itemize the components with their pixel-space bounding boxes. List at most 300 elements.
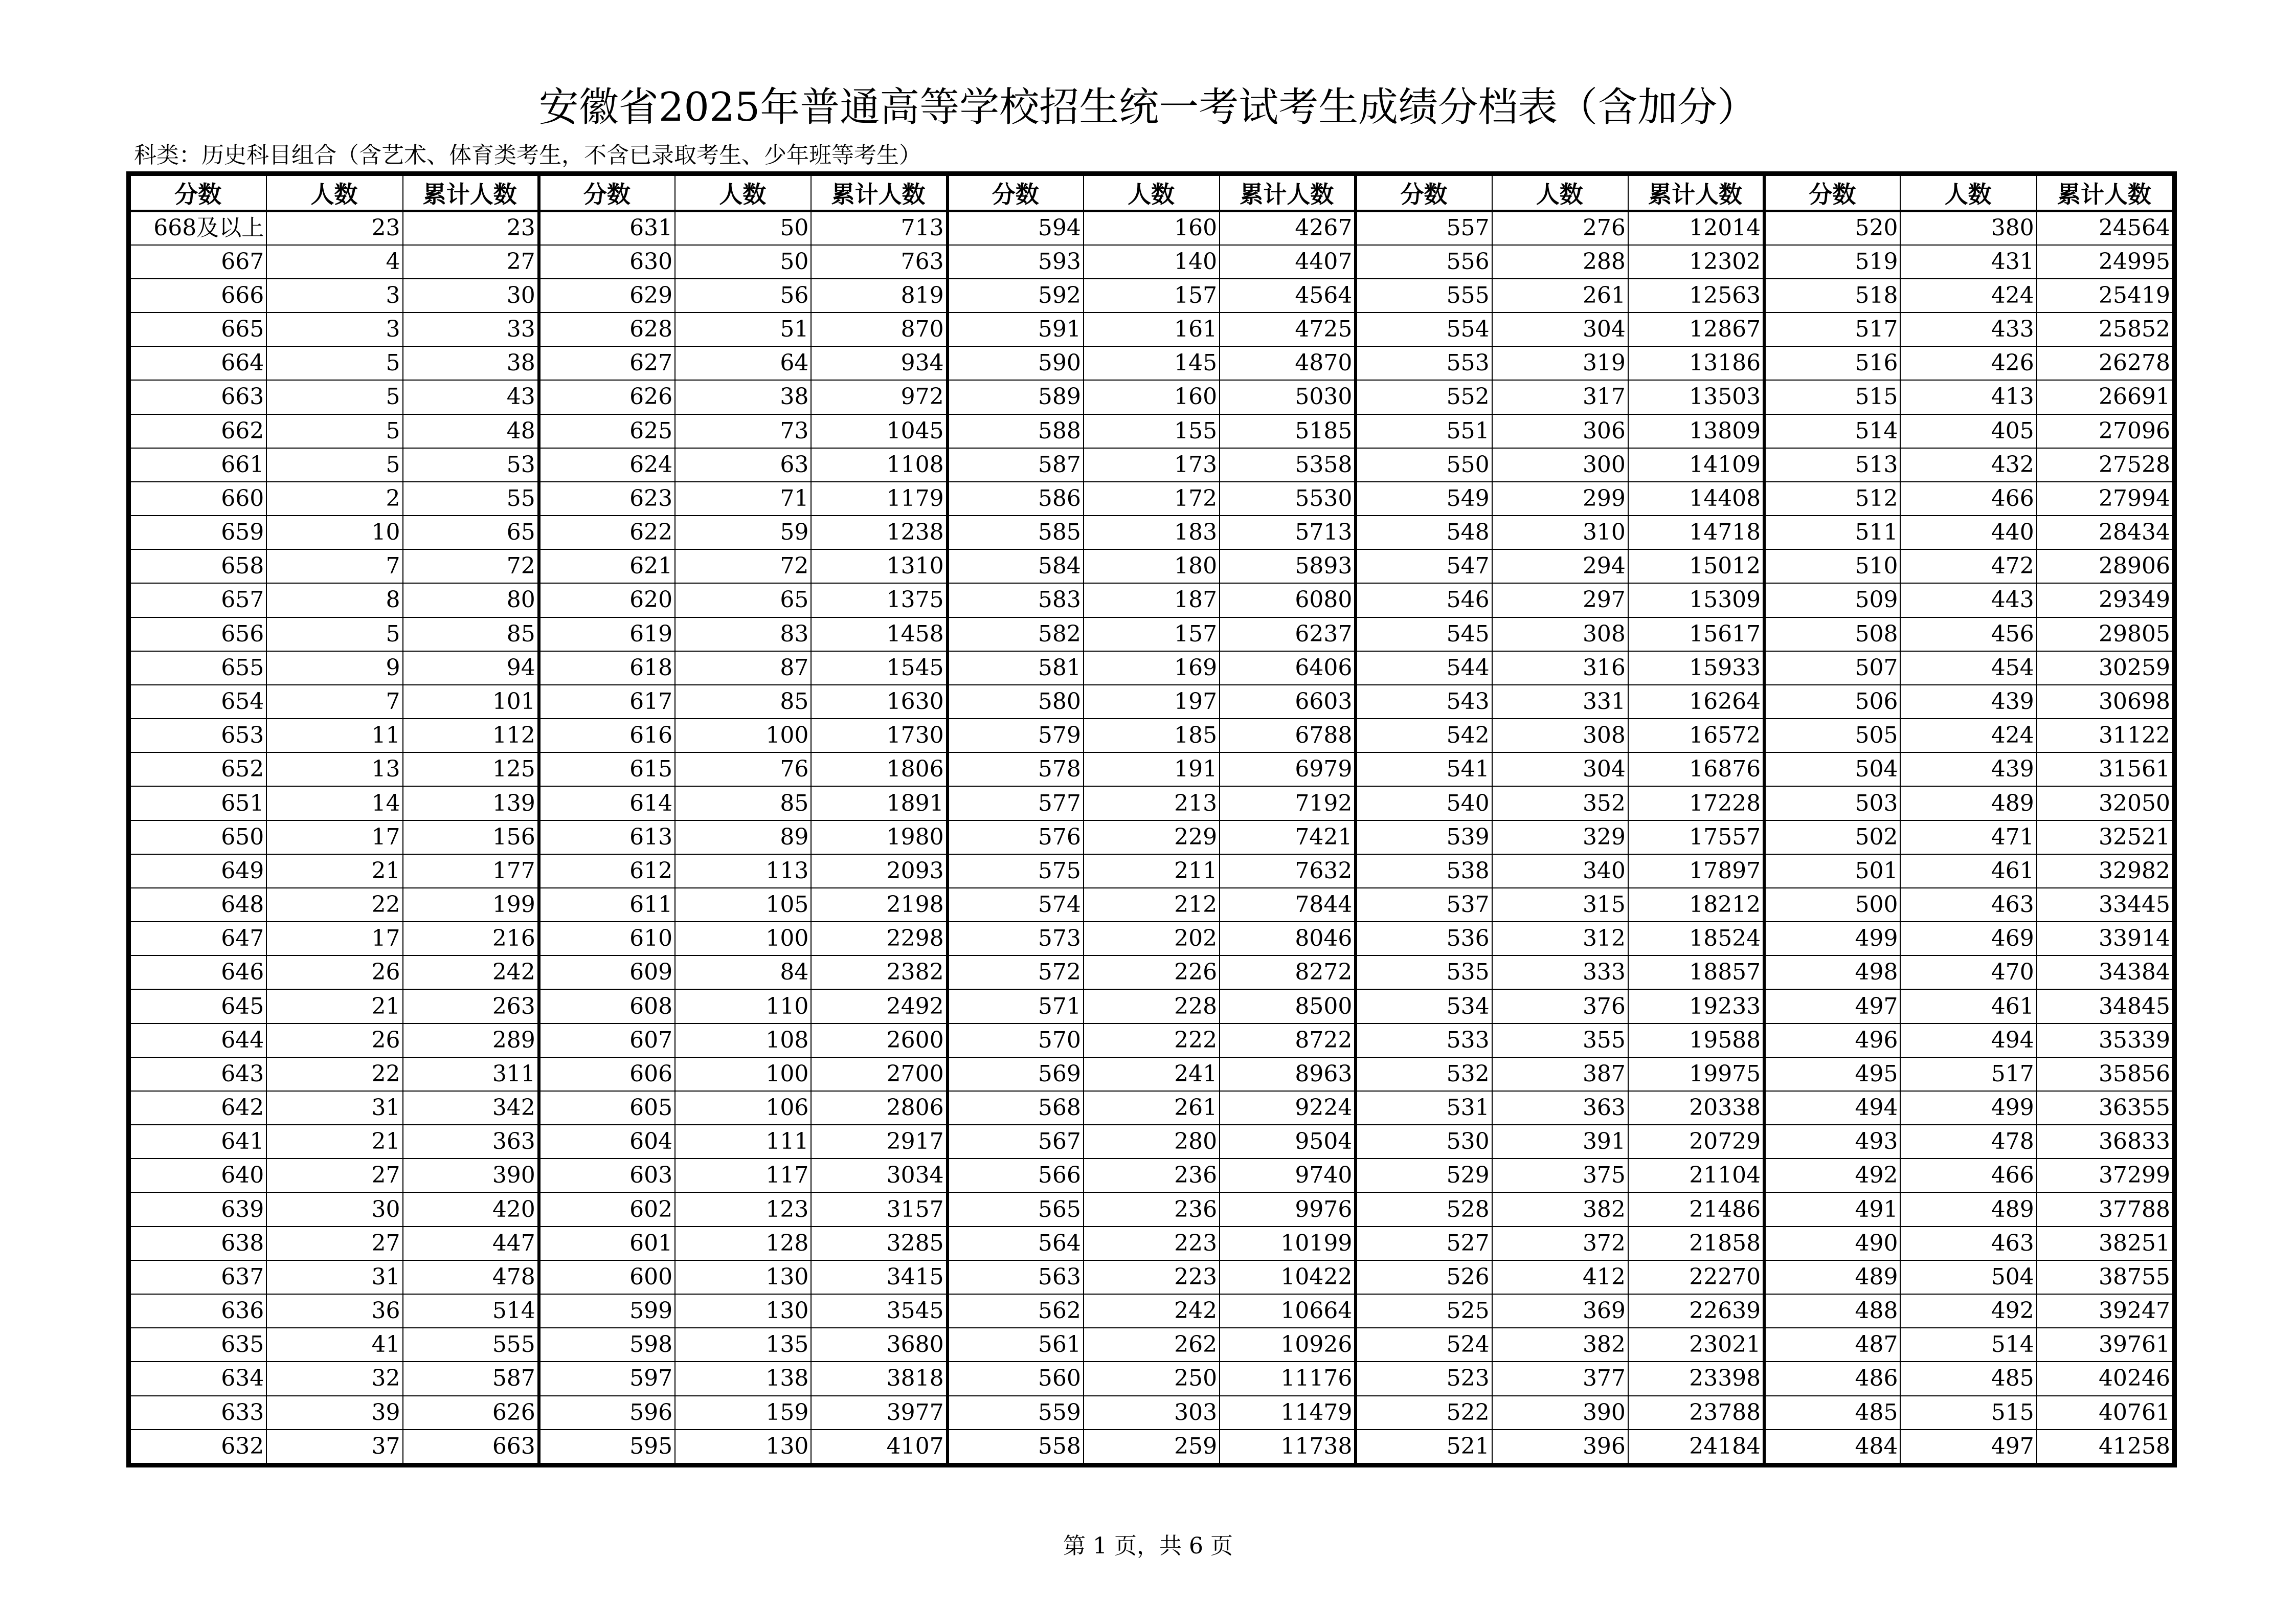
cell-count: 110: [675, 989, 811, 1023]
cell-count: 236: [1084, 1159, 1220, 1192]
cell-count: 250: [1084, 1362, 1220, 1395]
cell-count: 352: [1492, 786, 1628, 820]
cell-cumulative: 12302: [1628, 245, 1764, 279]
cell-score: 504: [1764, 752, 1900, 786]
table-row: [130, 1430, 2173, 1463]
table-row: [130, 955, 2173, 989]
cell-cumulative: 3818: [811, 1362, 947, 1395]
cell-score: 638: [130, 1227, 266, 1260]
cell-score: 554: [1356, 313, 1492, 346]
cell-count: 329: [1492, 820, 1628, 854]
cell-cumulative: 20729: [1628, 1125, 1764, 1159]
cell-cumulative: 15309: [1628, 583, 1764, 617]
cell-cumulative: 8046: [1220, 922, 1356, 955]
cell-score: 532: [1356, 1057, 1492, 1091]
cell-score: 594: [948, 211, 1084, 245]
cell-cumulative: 18524: [1628, 922, 1764, 955]
cell-count: 369: [1492, 1294, 1628, 1328]
cell-cumulative: 3034: [811, 1159, 947, 1192]
cell-count: 85: [675, 786, 811, 820]
cell-cumulative: 156: [403, 820, 539, 854]
table-row: [130, 1159, 2173, 1192]
cell-cumulative: 27528: [2037, 448, 2173, 482]
cell-count: 7: [266, 549, 402, 583]
cell-score: 578: [948, 752, 1084, 786]
cell-cumulative: 934: [811, 346, 947, 380]
cell-cumulative: 14718: [1628, 516, 1764, 549]
table-header-row: [130, 175, 2173, 211]
cell-score: 665: [130, 313, 266, 346]
cell-score: 510: [1764, 549, 1900, 583]
cell-count: 355: [1492, 1024, 1628, 1057]
score-table-frame: [126, 171, 2177, 1467]
cell-cumulative: 94: [403, 651, 539, 685]
header-score: 分数: [948, 175, 1084, 211]
cell-cumulative: 2492: [811, 989, 947, 1023]
cell-cumulative: 1310: [811, 549, 947, 583]
cell-count: 106: [675, 1091, 811, 1125]
cell-score: 550: [1356, 448, 1492, 482]
cell-score: 535: [1356, 955, 1492, 989]
cell-cumulative: 16876: [1628, 752, 1764, 786]
cell-count: 32: [266, 1362, 402, 1395]
cell-count: 439: [1900, 685, 2036, 719]
cell-score: 533: [1356, 1024, 1492, 1057]
cell-score: 568: [948, 1091, 1084, 1125]
cell-count: 26: [266, 1024, 402, 1057]
cell-count: 135: [675, 1328, 811, 1362]
cell-cumulative: 289: [403, 1024, 539, 1057]
cell-cumulative: 12867: [1628, 313, 1764, 346]
cell-score: 627: [539, 346, 675, 380]
cell-score: 598: [539, 1328, 675, 1362]
cell-score: 534: [1356, 989, 1492, 1023]
cell-count: 5: [266, 346, 402, 380]
cell-count: 212: [1084, 888, 1220, 922]
cell-score: 505: [1764, 719, 1900, 752]
cell-count: 159: [675, 1396, 811, 1430]
cell-score: 632: [130, 1430, 266, 1463]
cell-score: 543: [1356, 685, 1492, 719]
cell-score: 626: [539, 380, 675, 414]
cell-count: 51: [675, 313, 811, 346]
cell-score: 497: [1764, 989, 1900, 1023]
cell-count: 202: [1084, 922, 1220, 955]
cell-cumulative: 1891: [811, 786, 947, 820]
cell-count: 155: [1084, 414, 1220, 448]
cell-cumulative: 6406: [1220, 651, 1356, 685]
cell-score: 591: [948, 313, 1084, 346]
cell-count: 5: [266, 448, 402, 482]
cell-cumulative: 34384: [2037, 955, 2173, 989]
header-score: 分数: [1764, 175, 1900, 211]
cell-count: 172: [1084, 482, 1220, 516]
cell-score: 580: [948, 685, 1084, 719]
cell-score: 556: [1356, 245, 1492, 279]
cell-count: 288: [1492, 245, 1628, 279]
table-row: [130, 752, 2173, 786]
table-row: [130, 820, 2173, 854]
cell-count: 489: [1900, 786, 2036, 820]
cell-score: 517: [1764, 313, 1900, 346]
cell-cumulative: 30: [403, 279, 539, 313]
header-count: 人数: [1492, 175, 1628, 211]
cell-score: 570: [948, 1024, 1084, 1057]
table-row: [130, 583, 2173, 617]
cell-score: 494: [1764, 1091, 1900, 1125]
cell-cumulative: 1375: [811, 583, 947, 617]
cell-cumulative: 2600: [811, 1024, 947, 1057]
cell-score: 531: [1356, 1091, 1492, 1125]
cell-score: 530: [1356, 1125, 1492, 1159]
cell-count: 466: [1900, 482, 2036, 516]
cell-count: 140: [1084, 245, 1220, 279]
cell-score: 661: [130, 448, 266, 482]
cell-cumulative: 363: [403, 1125, 539, 1159]
cell-score: 516: [1764, 346, 1900, 380]
cell-count: 390: [1492, 1396, 1628, 1430]
cell-cumulative: 38755: [2037, 1260, 2173, 1294]
cell-cumulative: 3680: [811, 1328, 947, 1362]
cell-score: 541: [1356, 752, 1492, 786]
cell-cumulative: 4564: [1220, 279, 1356, 313]
cell-score: 606: [539, 1057, 675, 1091]
table-row: [130, 888, 2173, 922]
cell-score: 613: [539, 820, 675, 854]
cell-count: 117: [675, 1159, 811, 1192]
cell-cumulative: 763: [811, 245, 947, 279]
cell-score: 489: [1764, 1260, 1900, 1294]
cell-count: 443: [1900, 583, 2036, 617]
cell-count: 489: [1900, 1192, 2036, 1226]
cell-cumulative: 10664: [1220, 1294, 1356, 1328]
cell-score: 536: [1356, 922, 1492, 955]
cell-count: 454: [1900, 651, 2036, 685]
header-count: 人数: [1084, 175, 1220, 211]
cell-cumulative: 29349: [2037, 583, 2173, 617]
cell-count: 241: [1084, 1057, 1220, 1091]
table-body: [130, 211, 2173, 1464]
cell-count: 310: [1492, 516, 1628, 549]
cell-count: 456: [1900, 617, 2036, 651]
cell-count: 22: [266, 1057, 402, 1091]
cell-score: 592: [948, 279, 1084, 313]
cell-count: 433: [1900, 313, 2036, 346]
cell-count: 280: [1084, 1125, 1220, 1159]
cell-count: 431: [1900, 245, 2036, 279]
cell-count: 23: [266, 211, 402, 245]
cell-count: 226: [1084, 955, 1220, 989]
cell-cumulative: 9976: [1220, 1192, 1356, 1226]
cell-cumulative: 4267: [1220, 211, 1356, 245]
cell-count: 223: [1084, 1227, 1220, 1260]
cell-count: 5: [266, 414, 402, 448]
table-row: [130, 211, 2173, 245]
cell-cumulative: 2700: [811, 1057, 947, 1091]
cell-score: 553: [1356, 346, 1492, 380]
cell-count: 100: [675, 1057, 811, 1091]
cell-cumulative: 25419: [2037, 279, 2173, 313]
cell-cumulative: 39247: [2037, 1294, 2173, 1328]
cell-cumulative: 26278: [2037, 346, 2173, 380]
cell-cumulative: 16264: [1628, 685, 1764, 719]
cell-count: 340: [1492, 854, 1628, 888]
table-row: [130, 245, 2173, 279]
cell-count: 183: [1084, 516, 1220, 549]
cell-score: 629: [539, 279, 675, 313]
cell-cumulative: 626: [403, 1396, 539, 1430]
cell-score: 602: [539, 1192, 675, 1226]
cell-cumulative: 139: [403, 786, 539, 820]
cell-count: 173: [1084, 448, 1220, 482]
cell-score: 485: [1764, 1396, 1900, 1430]
cell-cumulative: 11738: [1220, 1430, 1356, 1463]
cell-count: 85: [675, 685, 811, 719]
cell-count: 100: [675, 719, 811, 752]
cell-score: 521: [1356, 1430, 1492, 1463]
cell-count: 21: [266, 989, 402, 1023]
cell-cumulative: 555: [403, 1328, 539, 1362]
cell-cumulative: 4107: [811, 1430, 947, 1463]
cell-cumulative: 39761: [2037, 1328, 2173, 1362]
table-row: [130, 516, 2173, 549]
cell-cumulative: 6080: [1220, 583, 1356, 617]
cell-cumulative: 14408: [1628, 482, 1764, 516]
cell-cumulative: 15012: [1628, 549, 1764, 583]
cell-score: 651: [130, 786, 266, 820]
cell-count: 180: [1084, 549, 1220, 583]
cell-count: 9: [266, 651, 402, 685]
cell-cumulative: 2298: [811, 922, 947, 955]
cell-score: 641: [130, 1125, 266, 1159]
cell-score: 565: [948, 1192, 1084, 1226]
table-row: [130, 854, 2173, 888]
cell-count: 396: [1492, 1430, 1628, 1463]
cell-score: 509: [1764, 583, 1900, 617]
cell-cumulative: 1458: [811, 617, 947, 651]
cell-score: 525: [1356, 1294, 1492, 1328]
cell-cumulative: 2917: [811, 1125, 947, 1159]
cell-cumulative: 3977: [811, 1396, 947, 1430]
cell-score: 529: [1356, 1159, 1492, 1192]
cell-score: 572: [948, 955, 1084, 989]
cell-count: 169: [1084, 651, 1220, 685]
cell-cumulative: 15617: [1628, 617, 1764, 651]
cell-count: 64: [675, 346, 811, 380]
cell-count: 100: [675, 922, 811, 955]
cell-score: 666: [130, 279, 266, 313]
cell-cumulative: 7632: [1220, 854, 1356, 888]
cell-cumulative: 4407: [1220, 245, 1356, 279]
cell-score: 496: [1764, 1024, 1900, 1057]
cell-count: 319: [1492, 346, 1628, 380]
cell-cumulative: 5358: [1220, 448, 1356, 482]
cell-cumulative: 10199: [1220, 1227, 1356, 1260]
cell-cumulative: 9504: [1220, 1125, 1356, 1159]
cell-count: 123: [675, 1192, 811, 1226]
cell-score: 571: [948, 989, 1084, 1023]
cell-count: 514: [1900, 1328, 2036, 1362]
cell-score: 501: [1764, 854, 1900, 888]
cell-score: 585: [948, 516, 1084, 549]
cell-score: 646: [130, 955, 266, 989]
cell-count: 461: [1900, 989, 2036, 1023]
cell-score: 518: [1764, 279, 1900, 313]
cell-count: 130: [675, 1260, 811, 1294]
cell-score: 618: [539, 651, 675, 685]
cell-cumulative: 1545: [811, 651, 947, 685]
cell-count: 497: [1900, 1430, 2036, 1463]
cell-count: 492: [1900, 1294, 2036, 1328]
cell-cumulative: 6979: [1220, 752, 1356, 786]
cell-count: 426: [1900, 346, 2036, 380]
cell-score: 542: [1356, 719, 1492, 752]
table-row: [130, 786, 2173, 820]
cell-score: 546: [1356, 583, 1492, 617]
table-row: [130, 414, 2173, 448]
cell-cumulative: 13186: [1628, 346, 1764, 380]
cell-count: 63: [675, 448, 811, 482]
table-row: [130, 1057, 2173, 1091]
cell-cumulative: 2806: [811, 1091, 947, 1125]
cell-count: 228: [1084, 989, 1220, 1023]
cell-cumulative: 5030: [1220, 380, 1356, 414]
cell-count: 5: [266, 617, 402, 651]
cell-cumulative: 18857: [1628, 955, 1764, 989]
cell-count: 405: [1900, 414, 2036, 448]
cell-cumulative: 33445: [2037, 888, 2173, 922]
cell-score: 657: [130, 583, 266, 617]
cell-cumulative: 20338: [1628, 1091, 1764, 1125]
cell-cumulative: 1108: [811, 448, 947, 482]
cell-cumulative: 587: [403, 1362, 539, 1395]
header-cumulative: 累计人数: [2037, 175, 2173, 211]
header-cumulative: 累计人数: [403, 175, 539, 211]
cell-cumulative: 41258: [2037, 1430, 2173, 1463]
cell-score: 539: [1356, 820, 1492, 854]
cell-score: 527: [1356, 1227, 1492, 1260]
cell-score: 576: [948, 820, 1084, 854]
cell-cumulative: 16572: [1628, 719, 1764, 752]
cell-count: 65: [675, 583, 811, 617]
cell-count: 485: [1900, 1362, 2036, 1395]
cell-score: 650: [130, 820, 266, 854]
cell-score: 495: [1764, 1057, 1900, 1091]
cell-score: 583: [948, 583, 1084, 617]
cell-score: 620: [539, 583, 675, 617]
cell-count: 300: [1492, 448, 1628, 482]
cell-cumulative: 27: [403, 245, 539, 279]
header-count: 人数: [675, 175, 811, 211]
cell-count: 333: [1492, 955, 1628, 989]
cell-score: 667: [130, 245, 266, 279]
cell-cumulative: 19233: [1628, 989, 1764, 1023]
cell-cumulative: 713: [811, 211, 947, 245]
cell-score: 668及以上: [130, 211, 266, 245]
cell-cumulative: 263: [403, 989, 539, 1023]
table-row: [130, 482, 2173, 516]
cell-cumulative: 216: [403, 922, 539, 955]
cell-cumulative: 26691: [2037, 380, 2173, 414]
cell-score: 597: [539, 1362, 675, 1395]
cell-count: 89: [675, 820, 811, 854]
table-row: [130, 1328, 2173, 1362]
cell-cumulative: 27994: [2037, 482, 2173, 516]
cell-count: 466: [1900, 1159, 2036, 1192]
cell-cumulative: 35339: [2037, 1024, 2173, 1057]
cell-score: 569: [948, 1057, 1084, 1091]
header-count: 人数: [266, 175, 402, 211]
cell-cumulative: 8500: [1220, 989, 1356, 1023]
cell-score: 622: [539, 516, 675, 549]
cell-score: 647: [130, 922, 266, 955]
cell-score: 645: [130, 989, 266, 1023]
cell-score: 663: [130, 380, 266, 414]
cell-count: 499: [1900, 1091, 2036, 1125]
cell-count: 223: [1084, 1260, 1220, 1294]
cell-cumulative: 2093: [811, 854, 947, 888]
cell-score: 658: [130, 549, 266, 583]
cell-cumulative: 24184: [1628, 1430, 1764, 1463]
cell-count: 315: [1492, 888, 1628, 922]
cell-count: 87: [675, 651, 811, 685]
table-row: [130, 380, 2173, 414]
cell-count: 160: [1084, 211, 1220, 245]
cell-count: 41: [266, 1328, 402, 1362]
cell-count: 242: [1084, 1294, 1220, 1328]
cell-cumulative: 33914: [2037, 922, 2173, 955]
cell-score: 490: [1764, 1227, 1900, 1260]
cell-score: 484: [1764, 1430, 1900, 1463]
cell-cumulative: 4725: [1220, 313, 1356, 346]
cell-score: 656: [130, 617, 266, 651]
cell-count: 463: [1900, 1227, 2036, 1260]
cell-score: 493: [1764, 1125, 1900, 1159]
cell-count: 31: [266, 1091, 402, 1125]
cell-cumulative: 7421: [1220, 820, 1356, 854]
header-cumulative: 累计人数: [1220, 175, 1356, 211]
cell-cumulative: 9224: [1220, 1091, 1356, 1125]
cell-score: 624: [539, 448, 675, 482]
cell-score: 519: [1764, 245, 1900, 279]
cell-score: 643: [130, 1057, 266, 1091]
cell-count: 304: [1492, 752, 1628, 786]
cell-cumulative: 125: [403, 752, 539, 786]
header-cumulative: 累计人数: [1628, 175, 1764, 211]
cell-count: 504: [1900, 1260, 2036, 1294]
cell-count: 261: [1084, 1091, 1220, 1125]
cell-cumulative: 37788: [2037, 1192, 2173, 1226]
cell-score: 653: [130, 719, 266, 752]
cell-count: 3: [266, 313, 402, 346]
cell-score: 560: [948, 1362, 1084, 1395]
cell-score: 499: [1764, 922, 1900, 955]
cell-count: 363: [1492, 1091, 1628, 1125]
cell-score: 630: [539, 245, 675, 279]
cell-score: 640: [130, 1159, 266, 1192]
cell-score: 575: [948, 854, 1084, 888]
cell-cumulative: 6603: [1220, 685, 1356, 719]
cell-count: 185: [1084, 719, 1220, 752]
cell-count: 130: [675, 1294, 811, 1328]
cell-score: 503: [1764, 786, 1900, 820]
cell-score: 621: [539, 549, 675, 583]
table-row: [130, 1227, 2173, 1260]
cell-cumulative: 242: [403, 955, 539, 989]
cell-cumulative: 11176: [1220, 1362, 1356, 1395]
cell-score: 573: [948, 922, 1084, 955]
cell-count: 517: [1900, 1057, 2036, 1091]
